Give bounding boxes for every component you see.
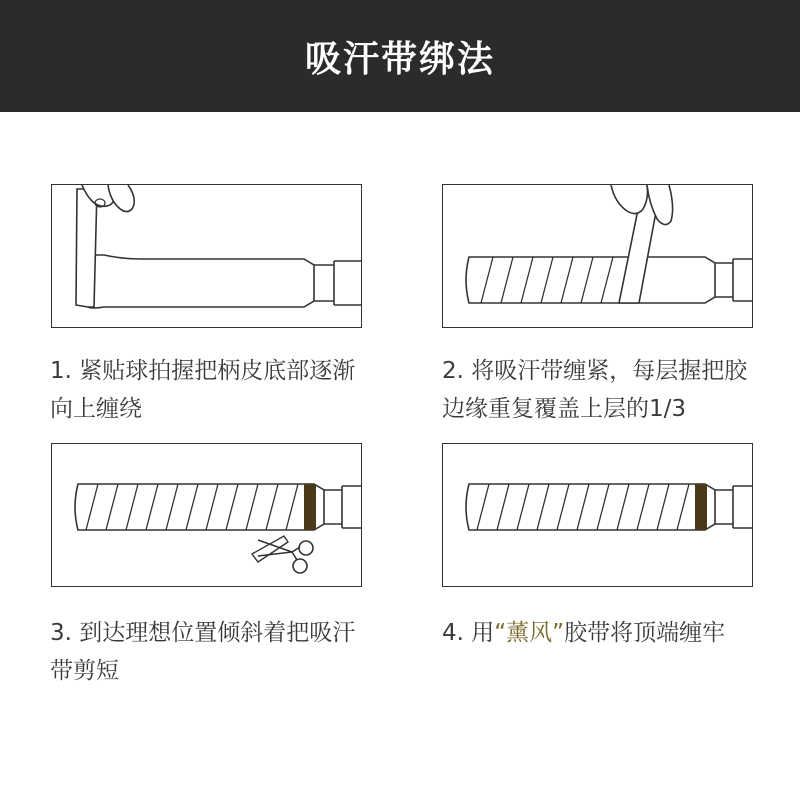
step-4-caption bbox=[442, 614, 762, 652]
step-2-caption: 2. 将吸汗带缠紧，每层握把胶边缘重复覆盖上层的1/3 bbox=[442, 358, 748, 422]
step-4-illustration bbox=[442, 443, 753, 587]
step-4-caption-before: 4. 用 bbox=[442, 620, 495, 646]
header-bar bbox=[0, 0, 800, 112]
step-2-illustration bbox=[442, 184, 753, 328]
step-3-illustration bbox=[51, 443, 362, 587]
step-1-caption: 1. 紧贴球拍握把柄皮底部逐渐向上缠绕 bbox=[50, 358, 356, 422]
page-title: 吸汗带绑法 bbox=[304, 38, 495, 80]
step-4-caption-after: 胶带将顶端缠牢 bbox=[564, 620, 726, 646]
step-3-caption: 3. 到达理想位置倾斜着把吸汗带剪短 bbox=[50, 620, 356, 684]
step-1-illustration bbox=[51, 184, 362, 328]
brand-highlight: “薰风” bbox=[494, 620, 565, 646]
